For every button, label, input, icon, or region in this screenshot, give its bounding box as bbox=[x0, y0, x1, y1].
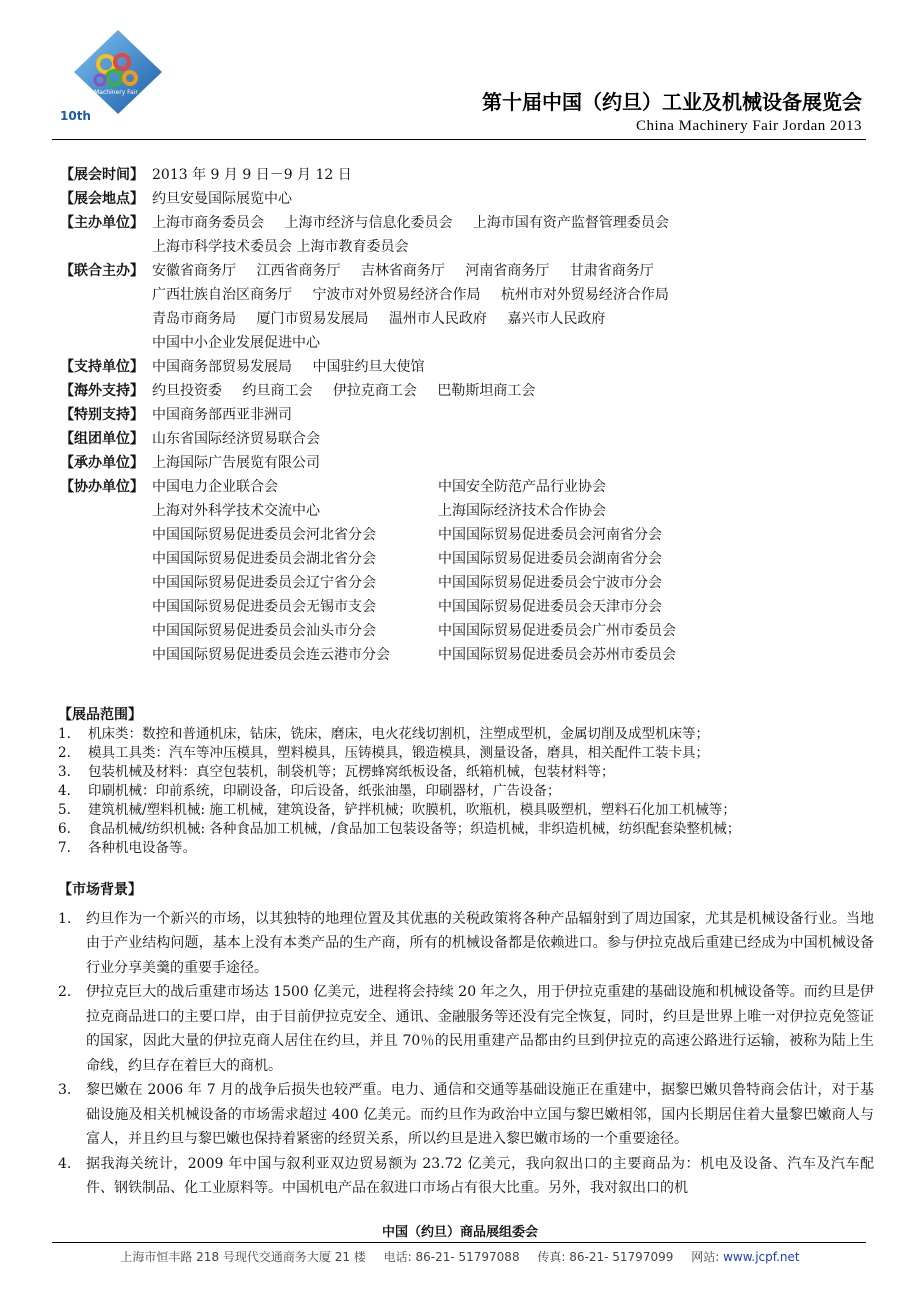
co-organizer-list bbox=[152, 259, 880, 355]
co-organizer-item: 杭州市对外贸易经济合作局 bbox=[500, 287, 669, 303]
footer-address: 上海市恒丰路 218 号现代交通商务大厦 21 楼 bbox=[120, 1250, 366, 1264]
footer-title: 中国（约旦）商品展组委会 bbox=[381, 1225, 538, 1240]
list-text: 伊拉克巨大的战后重建市场达 1500 亿美元，进程将会持续 20 年之久，用于伊拉克重建的基础设施和机械设备等。而约旦是伊拉克商品进口的主要口岸，由于目前伊拉克安全、通讯、金融服务等还没有完全恢复，同时，约旦是世界上唯一对伊拉克免签证的国家，因此大量的伊拉克商人居住在约旦，并且 70％的民用重建产品都由约旦到伊拉克的高速公路进行运输，被称为陆上生命线，约旦存在着巨大的商机。 bbox=[86, 984, 874, 1074]
organizer-item: 上海市国有资产监督管理委员会 bbox=[472, 215, 669, 231]
assist-item: 上海对外科学技术交流中心 bbox=[152, 503, 320, 519]
footer-site-label: 网站: bbox=[691, 1250, 720, 1264]
list-number: 6. bbox=[58, 821, 71, 837]
market-list bbox=[58, 907, 874, 1201]
list-item bbox=[58, 801, 878, 820]
co-organizer-item: 河南省商务厅 bbox=[465, 263, 550, 279]
info-row-support bbox=[60, 355, 880, 379]
list-text: 据我海关统计，2009 年中国与叙利亚双边贸易额为 23.72 亿美元，我向叙出口的主要商品为：机电及设备、汽车及汽车配件、钢铁制品、化工业原料等。中国机电产品在叙进口市场占有很大比重。另外，我对叙出口的机 bbox=[86, 1155, 874, 1196]
organizer-list bbox=[152, 211, 880, 259]
overseas-item: 伊拉克商工会 bbox=[332, 383, 417, 399]
info-row-venue bbox=[60, 187, 880, 211]
assist-item: 中国国际贸易促进委员会天津市分会 bbox=[438, 599, 662, 615]
list-item bbox=[58, 820, 878, 839]
list-item bbox=[58, 839, 878, 858]
info-label: 【协办单位】 bbox=[60, 479, 144, 495]
info-value: 2013 年 9 月 9 日－9 月 12 日 bbox=[152, 167, 352, 183]
assist-item: 中国国际贸易促进委员会河北省分会 bbox=[152, 527, 376, 543]
info-row-undertaker bbox=[60, 451, 880, 475]
list-number: 2. bbox=[58, 745, 71, 761]
list-number: 1. bbox=[58, 910, 72, 927]
info-row-overseas bbox=[60, 379, 880, 403]
list-text: 印刷机械：印前系统，印刷设备，印后设备，纸张油墨，印刷器材，广告设备； bbox=[88, 783, 561, 799]
info-row-time bbox=[60, 163, 880, 187]
assist-item: 中国国际贸易促进委员会湖南省分会 bbox=[438, 551, 662, 567]
info-label: 【特别支持】 bbox=[60, 407, 144, 423]
list-number: 2. bbox=[58, 984, 72, 1000]
co-organizer-item: 宁波市对外贸易经济合作局 bbox=[312, 287, 481, 303]
list-number: 4. bbox=[58, 783, 71, 799]
footer-contact bbox=[0, 1248, 920, 1265]
logo-text: Machinery Fair bbox=[94, 89, 138, 96]
fair-info bbox=[60, 163, 880, 667]
co-organizer-item: 青岛市商务局 bbox=[152, 311, 236, 327]
list-number: 4. bbox=[58, 1155, 72, 1172]
list-text: 各种机电设备等。 bbox=[88, 840, 196, 856]
organizer-item: 上海市科学技术委员会 上海市教育委员会 bbox=[152, 239, 409, 255]
section-title: 【市场背景】 bbox=[58, 882, 142, 898]
info-row-co-organizer bbox=[60, 259, 880, 355]
list-item bbox=[58, 1152, 874, 1201]
list-item bbox=[58, 1078, 874, 1152]
assist-item: 中国安全防范产品行业协会 bbox=[438, 479, 606, 495]
overseas-item: 巴勒斯坦商工会 bbox=[437, 383, 536, 399]
list-text: 模具工具类：汽车等冲压模具，塑料模具，压铸模具，锻造模具，测量设备，磨具，相关配件工装卡具； bbox=[88, 745, 709, 761]
co-organizer-item: 嘉兴市人民政府 bbox=[507, 311, 606, 327]
info-label: 【联合主办】 bbox=[60, 263, 144, 279]
list-item bbox=[58, 980, 874, 1078]
assist-item: 中国国际贸易促进委员会湖北省分会 bbox=[152, 551, 376, 567]
list-number: 5. bbox=[58, 802, 71, 818]
assist-item: 中国国际贸易促进委员会汕头市分会 bbox=[152, 623, 376, 639]
co-organizer-item: 安徽省商务厅 bbox=[152, 263, 236, 279]
fair-logo bbox=[60, 28, 166, 124]
co-organizer-item: 温州市人民政府 bbox=[388, 311, 487, 327]
list-number: 1. bbox=[58, 726, 71, 742]
list-item bbox=[58, 744, 878, 763]
co-organizer-item: 甘肃省商务厅 bbox=[569, 263, 654, 279]
list-text: 约旦作为一个新兴的市场，以其独特的地理位置及其优惠的关税政策将各种产品辐射到了周边国家，尤其是机械设备行业。当地由于产业结构问题，基本上没有本类产品的生产商，所有的机械设备都是依赖进口。参与伊拉克战后重建已经成为中国机械设备行业分享美羹的重要手途径。 bbox=[86, 910, 874, 976]
logo-edition: 10th bbox=[60, 109, 91, 123]
info-label: 【海外支持】 bbox=[60, 383, 144, 399]
info-label: 【支持单位】 bbox=[60, 359, 144, 375]
exhibit-scope-section bbox=[58, 706, 878, 858]
organizer-item: 上海市经济与信息化委员会 bbox=[284, 215, 453, 231]
footer-phone: 电话: 86-21- 51797088 bbox=[383, 1250, 520, 1264]
organizer-item: 上海市商务委员会 bbox=[152, 215, 264, 231]
list-item bbox=[58, 907, 874, 981]
list-text: 黎巴嫩在 2006 年 7 月的战争后损失也较严重。电力、通信和交通等基础设施正在重建中，据黎巴嫩贝鲁特商会估计，对于基础设施及相关机械设备的市场需求超过 400 亿美元。而约旦作为政治中立国与黎巴嫩相邻，国内长期居住着大量黎巴嫩商人与富人，并且约旦与黎巴嫩也保持着紧密的经贸关系，所以约旦是进入黎巴嫩市场的一个重要途径。 bbox=[86, 1082, 874, 1147]
header-divider bbox=[52, 139, 866, 140]
logo-graphic bbox=[60, 28, 166, 124]
info-label: 【主办单位】 bbox=[60, 215, 144, 231]
info-row-organizer bbox=[60, 211, 880, 259]
list-text: 机床类：数控和普通机床，钻床，铣床，磨床，电火花线切割机，注塑成型机，金属切削及成型机床等； bbox=[88, 726, 709, 742]
footer-website-link[interactable]: www.jcpf.net bbox=[723, 1250, 800, 1264]
section-title: 【展品范围】 bbox=[58, 707, 142, 723]
assist-item: 中国国际贸易促进委员会连云港市分会 bbox=[152, 647, 390, 663]
assist-item: 中国国际贸易促进委员会河南省分会 bbox=[438, 527, 662, 543]
co-organizer-item: 中国中小企业发展促进中心 bbox=[152, 335, 320, 351]
market-background-section bbox=[58, 878, 874, 1201]
info-label: 【展会时间】 bbox=[60, 167, 144, 183]
assist-item: 中国国际贸易促进委员会宁波市分会 bbox=[438, 575, 662, 591]
info-label: 【展会地点】 bbox=[60, 191, 144, 207]
page-subtitle: China Machinery Fair Jordan 2013 bbox=[636, 118, 862, 134]
assist-item: 中国国际贸易促进委员会无锡市支会 bbox=[152, 599, 376, 615]
info-value: 上海国际广告展览有限公司 bbox=[152, 455, 320, 471]
assist-item: 中国国际贸易促进委员会广州市委员会 bbox=[438, 623, 676, 639]
assist-list bbox=[152, 475, 880, 667]
info-row-group bbox=[60, 427, 880, 451]
list-text: 建筑机械/塑料机械: 施工机械，建筑设备，铲拌机械；吹膜机，吹瓶机，模具吸塑机，塑料石化加工机械等； bbox=[88, 802, 736, 818]
assist-item: 中国国际贸易促进委员会苏州市委员会 bbox=[438, 647, 676, 663]
overseas-item: 约旦投资委 bbox=[152, 383, 222, 399]
info-value: 约旦安曼国际展览中心 bbox=[152, 191, 292, 207]
footer-fax: 传真: 86-21- 51797099 bbox=[537, 1250, 674, 1264]
assist-item: 中国国际贸易促进委员会辽宁省分会 bbox=[152, 575, 376, 591]
co-organizer-item: 吉林省商务厅 bbox=[360, 263, 445, 279]
list-number: 3. bbox=[58, 1082, 72, 1098]
support-item: 中国驻约旦大使馆 bbox=[312, 359, 425, 375]
support-item: 中国商务部贸易发展局 bbox=[152, 359, 292, 375]
exhibit-scope-list bbox=[58, 725, 878, 858]
list-item bbox=[58, 763, 878, 782]
co-organizer-item: 厦门市贸易发展局 bbox=[256, 311, 369, 327]
list-item bbox=[58, 725, 878, 744]
list-text: 食品机械/纺织机械: 各种食品加工机械，/食品加工包装设备等；织造机械，非织造机械，纺织配套染整机械； bbox=[88, 821, 741, 837]
info-row-special bbox=[60, 403, 880, 427]
info-value: 山东省国际经济贸易联合会 bbox=[152, 431, 320, 447]
assist-item: 上海国际经济技术合作协会 bbox=[438, 503, 606, 519]
info-row-assist bbox=[60, 475, 880, 667]
info-value: 中国商务部西亚非洲司 bbox=[152, 407, 292, 423]
overseas-item: 约旦商工会 bbox=[242, 383, 313, 399]
info-label: 【承办单位】 bbox=[60, 455, 144, 471]
info-label: 【组团单位】 bbox=[60, 431, 144, 447]
co-organizer-item: 江西省商务厅 bbox=[256, 263, 341, 279]
footer-divider bbox=[52, 1242, 866, 1243]
page-title: 第十届中国（约旦）工业及机械设备展览会 bbox=[482, 90, 862, 114]
list-number: 7. bbox=[58, 840, 71, 856]
list-number: 3. bbox=[58, 764, 71, 780]
list-text: 包装机械及材料：真空包装机，制袋机等；瓦楞蜂窝纸板设备，纸箱机械，包装材料等； bbox=[88, 764, 615, 780]
assist-item: 中国电力企业联合会 bbox=[152, 479, 278, 495]
list-item bbox=[58, 782, 878, 801]
co-organizer-item: 广西壮族自治区商务厅 bbox=[152, 287, 292, 303]
